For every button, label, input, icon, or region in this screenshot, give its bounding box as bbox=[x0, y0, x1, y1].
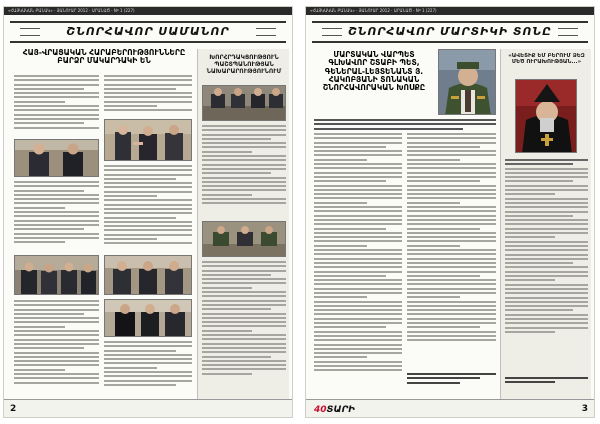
right-article-signature bbox=[407, 373, 496, 386]
sidebar-photo-conference bbox=[202, 85, 286, 121]
left-sidebar bbox=[197, 49, 289, 399]
general-portrait-photo bbox=[438, 49, 496, 115]
sidebar-signature bbox=[505, 377, 588, 395]
right-page-number: 3 bbox=[581, 404, 588, 414]
article-text-column bbox=[14, 75, 99, 135]
newspaper-40-logo bbox=[314, 405, 355, 415]
left-page bbox=[3, 6, 293, 418]
article-text-column bbox=[314, 133, 402, 397]
ornament-icon bbox=[558, 28, 578, 36]
catholicos-portrait-photo bbox=[515, 79, 577, 153]
logo-word: ՏԱՐԻ bbox=[326, 405, 355, 415]
left-headline: ՀԱՅ-ՎՐԱՑԱԿԱՆ ՀԱՐԱԲԵՐՈՒԹՅՈՒՆՆԵՐԸ ԲԱՐՁՐ ՄԱԿԱՐԴԱԿԻ ԵՆ bbox=[22, 48, 186, 66]
left-section-title: ՇՆՈՐՀԱՎՈՐ ՍԱՄԱՆՈՐ bbox=[66, 25, 230, 38]
article-photo-meeting bbox=[14, 139, 99, 177]
article-text-column bbox=[407, 133, 496, 371]
sidebar-photo-officers bbox=[202, 221, 286, 257]
article-text-column bbox=[14, 181, 99, 251]
article-photo-officials bbox=[14, 255, 99, 295]
article-text-column bbox=[104, 165, 192, 251]
left-section-banner bbox=[10, 21, 286, 43]
logo-number: 40 bbox=[314, 405, 327, 415]
article-photo-handshake bbox=[104, 119, 192, 161]
right-header-strip: «ՀԱՅԿԱԿԱՆ ԲԱՆԱԿ» · ՅԱՆՈՒԱՐ 2012 · ԱՐԱՆԱԾ · Nº 1 (227) bbox=[306, 7, 594, 15]
article-photo-delegation bbox=[104, 255, 192, 295]
left-header-strip: «ՀԱՅԿԱԿԱՆ ԲԱՆԱԿ» · ՅԱՆՈՒԱՐ 2012 · ԱՐԱՆԱԾ · Nº 1 (227) bbox=[4, 7, 292, 15]
left-sidebar-headline: ԽՈՐՀՐԴԱԿՑՈՒԹՅՈՒՆ ՊԱՇՏՊԱՆՈՒԹՅԱՆ ՆԱԽԱՐԱՐՈՒԹՅՈՒՆՈՒՄ bbox=[206, 54, 282, 75]
sidebar-text-column bbox=[505, 159, 588, 369]
right-headline: ՄԱՐՏԱԿԱՆ ՎԱՐՊԵՏ ԳԼԽԱՎՈՐ ՇՏԱԲԻ ՊԵՏ, ԳԵՆԵՐԱԼ-ԼԵՅՏԵՆԱՆՏ Յ. ՀԱԿՈԲՅԱՆԻ ՏՈՆԱԿԱՆ ՇՆՈՐՀԱՎՈՐԱԿԱՆ ԽՈՍՔԸ bbox=[322, 50, 426, 92]
article-text-column bbox=[14, 300, 99, 396]
article-photo-clergy bbox=[104, 299, 192, 337]
sidebar-text-column bbox=[202, 261, 286, 395]
right-sidebar bbox=[500, 49, 591, 399]
right-footer bbox=[306, 399, 594, 417]
right-section-banner bbox=[312, 21, 588, 43]
right-section-title: ՇՆՈՐՀԱՎՈՐ ՄԱՐՏԻԿԻ ՏՈՆԸ bbox=[348, 25, 552, 38]
right-article-lead bbox=[314, 119, 496, 132]
right-page bbox=[305, 6, 595, 418]
right-sidebar-headline: «ԱՎԵՏԻՔ ԵՄ ԲԵՐՈՒՄ ՁԵԶ ՄԵԾ ՈՒՐԱԽՈՒԹՅԱՆ...» bbox=[508, 53, 585, 66]
article-text-column bbox=[104, 75, 192, 117]
left-page-number: 2 bbox=[10, 404, 17, 414]
sidebar-text-column bbox=[202, 125, 286, 217]
left-footer bbox=[4, 399, 292, 417]
ornament-icon bbox=[256, 28, 276, 36]
article-text-column bbox=[104, 341, 192, 396]
